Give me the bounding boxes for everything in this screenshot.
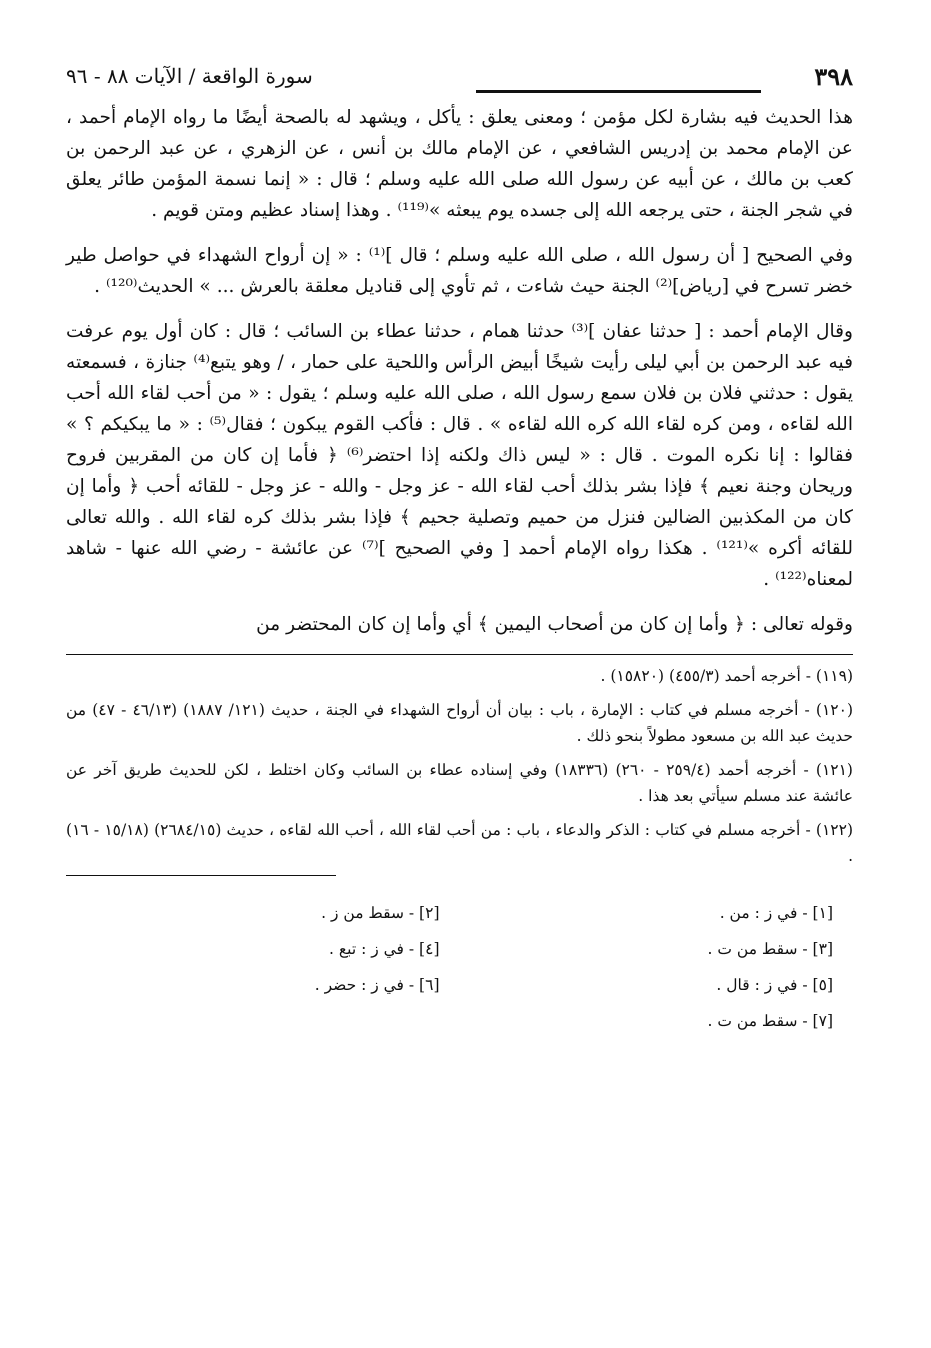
footnote-119: (١١٩) - أخرجه أحمد (٤٥٥/٣) (١٥٨٢٠) . bbox=[600, 667, 853, 685]
header-rule bbox=[476, 90, 761, 93]
page-number: ٣٩٨ bbox=[814, 62, 853, 91]
footnotes bbox=[66, 663, 853, 869]
paragraph-2: وفي الصحيح [ أن رسول الله ، صلى الله عليه وسلم ؛ قال ]⁽¹⁾ : « إن أرواح الشهداء في حواصل طير خضر تسرح في [رياض]⁽²⁾ الجنة حيث شاءت ، ثم تأوي إلى قناديل معلقة بالعرش ... » الحديث⁽¹²⁰⁾ . bbox=[66, 245, 854, 297]
running-title: سورة الواقعة / الآيات ٨٨ - ٩٦ bbox=[66, 64, 313, 88]
variant-5: [٥] - في ز : قال . bbox=[716, 976, 833, 994]
footnote-122: (١٢٢) - أخرجه مسلم في كتاب : الذكر والدعاء ، باب : من أحب لقاء الله ، أحب الله لقاءه ، حديث (٢٦٨٤/١٥) (١٥/١٨ - ١٦) . bbox=[66, 821, 854, 865]
paragraph-4: وقوله تعالى : ﴿ وأما إن كان من أصحاب اليمين ﴾ أي وأما إن كان المحتضر من bbox=[256, 614, 853, 635]
footnote-divider bbox=[66, 654, 853, 655]
page-header bbox=[66, 62, 853, 102]
page bbox=[66, 62, 853, 1036]
manuscript-variants bbox=[66, 898, 853, 1036]
variant-1: [١] - في ز : من . bbox=[719, 904, 833, 922]
footnote-121: (١٢١) - أخرجه أحمد (٢٥٩/٤ - ٢٦٠) (١٨٣٣٦) وفي إسناده عطاء بن السائب وكان اختلط ، لكن للحديث طريق آخر عن عائشة عند مسلم سيأتي بعد هذا . bbox=[66, 761, 853, 805]
variants-divider bbox=[66, 875, 336, 876]
variant-6: [٦] - في ز : حضر . bbox=[314, 976, 440, 994]
footnote-120: (١٢٠) - أخرجه مسلم في كتاب : الإمارة ، باب : بيان أن أرواح الشهداء في الجنة ، حديث (١٢١/ ١٨٨٧) (٤٦/١٣ - ٤٧) من حديث عبد الله بن مسعود مطولاً بنحو ذلك . bbox=[66, 701, 853, 745]
variant-4: [٤] - في ز : تبع . bbox=[329, 940, 440, 958]
variant-2: [٢] - سقط من ز . bbox=[321, 904, 440, 922]
paragraph-1: هذا الحديث فيه بشارة لكل مؤمن ؛ ومعنى يعلق : يأكل ، ويشهد له بالصحة أيضًا ما رواه الإمام أحمد ، عن الإمام محمد بن إدريس الشافعي ، عن الإمام مالك بن أنس ، عن الزهري ، عن عبد الرحمن بن كعب بن مالك ، عن أبيه عن رسول الله صلى الله عليه وسلم ؛ قال : « إنما نسمة المؤمن طائر يعلق في شجر الجنة ، حتى يرجعه الله إلى جسده يوم يبعثه »⁽¹¹⁹⁾ . وهذا إسناد عظيم ومتن قويم . bbox=[66, 107, 853, 221]
main-text bbox=[66, 102, 853, 640]
variant-7: [٧] - سقط من ت . bbox=[707, 1012, 833, 1030]
paragraph-3: وقال الإمام أحمد : [ حدثنا عفان ]⁽³⁾ حدثنا همام ، حدثنا عطاء بن السائب ؛ قال : كان أول يوم عرفت فيه عبد الرحمن بن أبي ليلى رأيت شيخًا أبيض الرأس واللحية على حمار ، / وهو يتبع⁽⁴⁾ جنازة ، فسمعته يقول : حدثني فلان بن فلان سمع رسول الله ، صلى الله عليه وسلم ؛ يقول : « من أحب لقاء الله أحب الله لقاءه ، ومن كره لقاء الله كره الله لقاءه » . قال : فأكب القوم يبكون ؛ فقال⁽⁵⁾ : « ما يبكيكم ؟ » فقالوا : إنا نكره الموت . قال : « ليس ذاك ولكنه إذا احتضر⁽⁶⁾ ﴿ فأما إن كان من المقربين فروح وريحان وجنة نعيم ﴾ فإذا بشر بذلك أحب لقاء الله - عز وجل - والله - عز وجل - للقائه أحب ﴿ وأما إن كان من المكذبين الضالين فنزل من حميم وتصلية جحيم ﴾ فإذا بشر بذلك كره لقاء الله . والله تعالى للقائه أكره »⁽¹²¹⁾ . هكذا رواه الإمام أحمد [ وفي الصحيح ]⁽⁷⁾ عن عائشة - رضي الله عنها - شاهد لمعناه⁽¹²²⁾ . bbox=[66, 321, 854, 590]
variant-3: [٣] - سقط من ت . bbox=[707, 940, 833, 958]
